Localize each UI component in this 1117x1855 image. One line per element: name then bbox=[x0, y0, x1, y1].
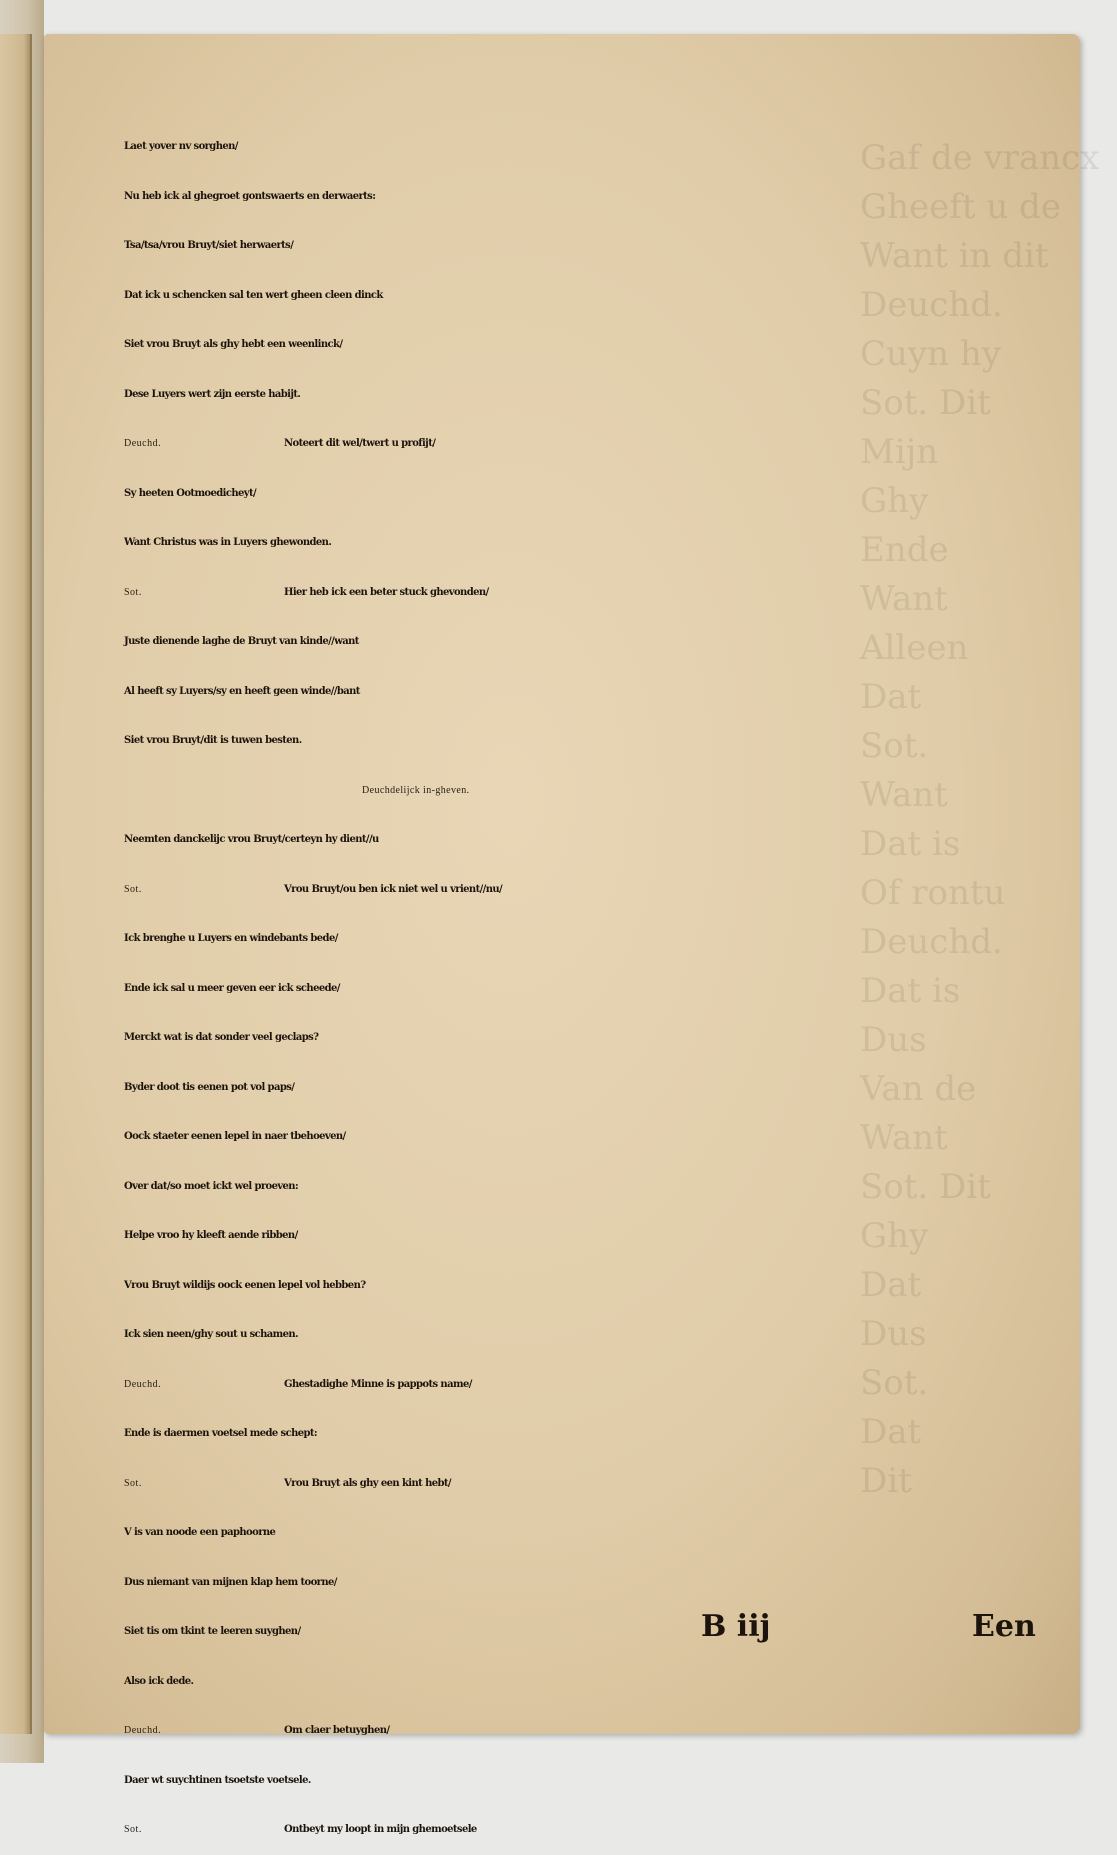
speaker-label: Deuchd. bbox=[124, 1378, 162, 1390]
verse-line bbox=[124, 1409, 1064, 1459]
speaker-label: Sot. bbox=[124, 1477, 142, 1489]
verse-line bbox=[124, 667, 1064, 717]
signature-mark: B iij bbox=[701, 1609, 771, 1644]
verse-line bbox=[124, 1805, 1064, 1855]
verse-line bbox=[124, 271, 1064, 321]
verse-line bbox=[124, 221, 1064, 271]
line-text: Dus niemant van mijnen klap hem toorne/ bbox=[124, 1576, 337, 1588]
speaker-label: Sot. bbox=[124, 1824, 142, 1835]
verse-line bbox=[124, 815, 1064, 865]
verse-line bbox=[124, 617, 1064, 667]
verse-line bbox=[124, 568, 1064, 618]
line-text: Merckt wat is dat sonder veel geclaps? bbox=[124, 1032, 319, 1043]
line-text: Sy heeten Ootmoedicheyt/ bbox=[124, 487, 257, 499]
section-heading: Deuchdelijck in-gheven. bbox=[362, 784, 470, 796]
line-text: Ende is daermen voetsel mede schept: bbox=[124, 1428, 318, 1439]
speaker-label: Sot. bbox=[124, 883, 142, 895]
verse-line bbox=[124, 469, 1064, 519]
verse-line bbox=[124, 1063, 1064, 1113]
verse-line bbox=[124, 1360, 1064, 1410]
line-text: Noteert dit wel/twert u profijt/ bbox=[284, 438, 436, 449]
book-page bbox=[44, 34, 1100, 1835]
speaker-label: Sot. bbox=[124, 586, 142, 598]
verse-line bbox=[124, 1162, 1064, 1212]
line-text: Juste dienende laghe de Bruyt van kinde//want bbox=[124, 636, 359, 647]
verse-line bbox=[124, 1607, 1064, 1657]
verse-line bbox=[124, 1112, 1064, 1162]
line-text: Tsa/tsa/vrou Bruyt/siet herwaerts/ bbox=[124, 240, 294, 251]
line-text: Siet tis om tkint te leeren suyghen/ bbox=[124, 1626, 301, 1637]
line-text: Want Christus was in Luyers ghewonden. bbox=[124, 537, 332, 548]
speaker-label: Deuchd. bbox=[124, 438, 162, 449]
line-text: Siet vrou Bruyt als ghy hebt een weenlinck/ bbox=[124, 339, 343, 350]
show-through-text: Gaf de vrancx Gheeft u de Want in dit Deuchd. Cuyn hy Sot. Dit Mijn Ghy Ende Want Alleen Dat Sot. Want Dat is Of rontu Deuchd. Dat is Dus Van de Want Sot. Dit Ghy Dat Dus Sot. Dat Dit bbox=[860, 138, 1100, 1501]
line-text: Neemten danckelijc vrou Bruyt/certeyn hy dient//u bbox=[124, 834, 379, 845]
verse-line bbox=[124, 370, 1064, 420]
line-text: Dat ick u schencken sal ten wert gheen cleen dinck bbox=[124, 289, 383, 301]
line-text: Al heeft sy Luyers/sy en heeft geen winde//bant bbox=[124, 685, 360, 697]
line-text: Ghestadighe Minne is pappots name/ bbox=[284, 1378, 472, 1390]
verse-line bbox=[124, 1261, 1064, 1311]
line-text: Siet vrou Bruyt/dit is tuwen besten. bbox=[124, 735, 302, 746]
verse-line bbox=[124, 914, 1064, 964]
verse-line bbox=[124, 1013, 1064, 1063]
verse-line bbox=[124, 716, 1064, 766]
verse-line bbox=[124, 172, 1064, 222]
verse-line bbox=[124, 1310, 1064, 1360]
line-text: Ick brenghe u Luyers en windebants bede/ bbox=[124, 933, 338, 944]
line-text: Ende ick sal u meer geven eer ick scheede/ bbox=[124, 982, 340, 994]
verse-line bbox=[124, 122, 1064, 172]
line-text: Byder doot tis eenen pot vol paps/ bbox=[124, 1081, 295, 1093]
verse-text bbox=[124, 122, 1100, 1855]
line-text: Vrou Bruyt als ghy een kint hebt/ bbox=[284, 1477, 451, 1489]
line-text: Hier heb ick een beter stuck ghevonden/ bbox=[284, 586, 489, 598]
line-text: Helpe vroo hy kleeft aende ribben/ bbox=[124, 1230, 298, 1241]
verse-line bbox=[124, 419, 1064, 469]
line-text: Vrou Bruyt wildijs oock eenen lepel vol hebben? bbox=[124, 1279, 366, 1291]
verse-line bbox=[124, 1756, 1064, 1806]
line-text: Daer wt suychtinen tsoetste voetsele. bbox=[124, 1774, 311, 1786]
verse-line bbox=[124, 518, 1064, 568]
verse-line bbox=[124, 1706, 1064, 1756]
verse-line bbox=[124, 1508, 1064, 1558]
verse-line bbox=[124, 1211, 1064, 1261]
speaker-label: Deuchd. bbox=[124, 1725, 162, 1736]
verse-line bbox=[124, 1459, 1064, 1509]
line-text: Also ick dede. bbox=[124, 1675, 194, 1687]
verse-line bbox=[124, 964, 1064, 1014]
line-text: Ontbeyt my loopt in mijn ghemoetsele bbox=[284, 1824, 477, 1835]
line-text: Om claer betuyghen/ bbox=[284, 1725, 390, 1736]
line-text: Over dat/so moet ickt wel proeven: bbox=[124, 1180, 299, 1192]
catchword: Een bbox=[972, 1609, 1036, 1644]
verse-line bbox=[124, 865, 1064, 915]
line-text: Vrou Bruyt/ou ben ick niet wel u vrient//nu/ bbox=[284, 883, 503, 895]
line-text: Nu heb ick al ghegroet gontswaerts en derwaerts: bbox=[124, 190, 376, 202]
verse-line bbox=[124, 320, 1064, 370]
line-text: Oock staeter eenen lepel in naer tbehoeven/ bbox=[124, 1131, 346, 1142]
facing-page-edge bbox=[0, 34, 32, 1734]
verse-line bbox=[124, 1657, 1064, 1707]
line-text: Dese Luyers wert zijn eerste habijt. bbox=[124, 388, 301, 400]
line-text: V is van noode een paphoorne bbox=[124, 1527, 276, 1538]
verse-line bbox=[124, 1558, 1064, 1608]
line-text: Ick sien neen/ghy sout u schamen. bbox=[124, 1329, 298, 1340]
line-text: Laet yover nv sorghen/ bbox=[124, 141, 238, 152]
